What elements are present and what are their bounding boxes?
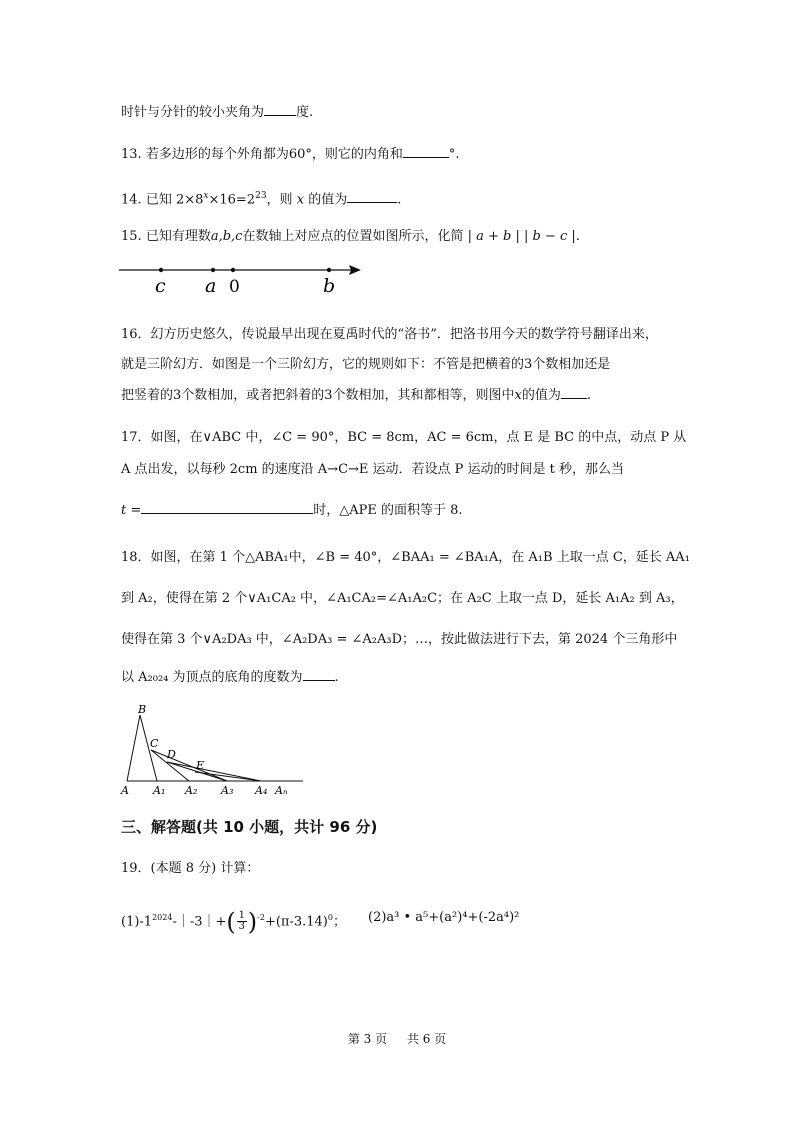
label-C: C [150,737,159,750]
point-c [159,268,163,272]
question-18-line-2: 到 A₂，使得在第 2 个∨A₁CA₂ 中，∠A₁CA₂=∠A₁A₂C；在 A₂C 上取一点 D，延长 A₁A₂ 到 A₃， [121,591,684,606]
label-A1: A₁ [153,784,166,797]
label-An: Aₙ [275,784,288,797]
label-E: E [196,759,205,772]
diag-D [167,762,261,781]
question-13: 13. 若多边形的每个外角都为60°，则它的内角和 °. [121,147,460,162]
point-b [327,268,331,272]
number-line-figure [115,258,375,300]
question-17-line-3: t = 时，△APE 的面积等于 8. [121,503,463,518]
q12-tail: 时针与分针的较小夹角为 度. [121,105,314,120]
question-19-part-1: $(1)-1^{2024}-|-3|+$( $\frac{1}{3}$ )$^{-2}+(\pi-3.14)^0$； [121,907,346,936]
question-18-line-1: 18．如图，在第 1 个△ABA₁中，∠B = 40°，∠BAA₁ = ∠BA₁A，在 A₁B 上取一点 C，延长 AA₁ [121,550,690,565]
question-16-line-2: 就是三阶幻方．如图是一个三阶幻方，它的规则如下：不管是把横着的3个数相加还是 [121,357,611,372]
answer-blank [141,501,313,514]
answer-blank [347,190,397,203]
diag-C [151,750,227,781]
triangle-chain-figure [115,700,315,800]
label-B: B [138,703,147,716]
label-A4: A₄ [255,784,268,797]
question-14: 14. 已知 $2\times 8^x\times 16=2^{23}$，则 x 的值为 . [121,191,402,208]
section-3-title: 三、解答题(共 10 小题，共计 96 分) [121,818,378,836]
point-zero [231,268,235,272]
answer-blank [264,103,296,116]
page-footer [0,1030,794,1047]
question-15: 15. 已知有理数a,b,c在数轴上对应点的位置如图所示，化简 | a + b | | b − c |. [121,229,580,244]
question-17-line-2: A 点出发，以每秒 2cm 的速度沿 A→C→E 运动．若设点 P 运动的时间是 t 秒，那么当 [121,462,625,477]
label-b: b [323,275,336,297]
answer-blank [403,145,449,158]
label-A2: A₂ [185,784,198,797]
page-number: 第 3 页 [347,1032,388,1046]
question-17-line-1: 17．如图，在∨ABC 中，∠C = 90°，BC = 8cm，AC = 6cm，点 E 是 BC 的中点，动点 P 从 [121,430,687,445]
label-A: A [121,784,129,797]
question-16-line-1: 16．幻方历史悠久，传说最早出现在夏禹时代的“洛书”．把洛书用今天的数学符号翻译出来， [121,327,658,342]
question-19-header: 19．(本题 8 分) 计算： [121,861,260,876]
page-total: 共 6 页 [406,1032,447,1046]
label-a: a [205,275,217,297]
side-EA4 [195,772,261,781]
label-A3: A₃ [221,784,234,797]
question-18-line-4: 以 A₂₀₂₄ 为顶点的底角的度数为 . [121,670,339,685]
point-a [211,268,215,272]
question-19-part-2: (2)a³ • a⁵+(a²)⁴+(-2a⁴)² [368,910,520,925]
label-zero: 0 [229,277,240,297]
side-AB [127,715,140,781]
label-D: D [167,748,176,761]
answer-blank [561,386,587,399]
question-16-line-3: 把竖着的3个数相加，或者把斜着的3个数相加，其和都相等，则图中x的值为 . [121,388,592,403]
question-18-line-3: 使得在第 3 个∨A₂DA₃ 中，∠A₂DA₃ = ∠A₂A₃D；…，按此做法进行下去，第 2024 个三角形中 [121,632,678,647]
answer-blank [303,668,335,681]
label-c: c [155,275,166,297]
fraction-one-third: $\frac{1}{3}$ [238,910,245,933]
